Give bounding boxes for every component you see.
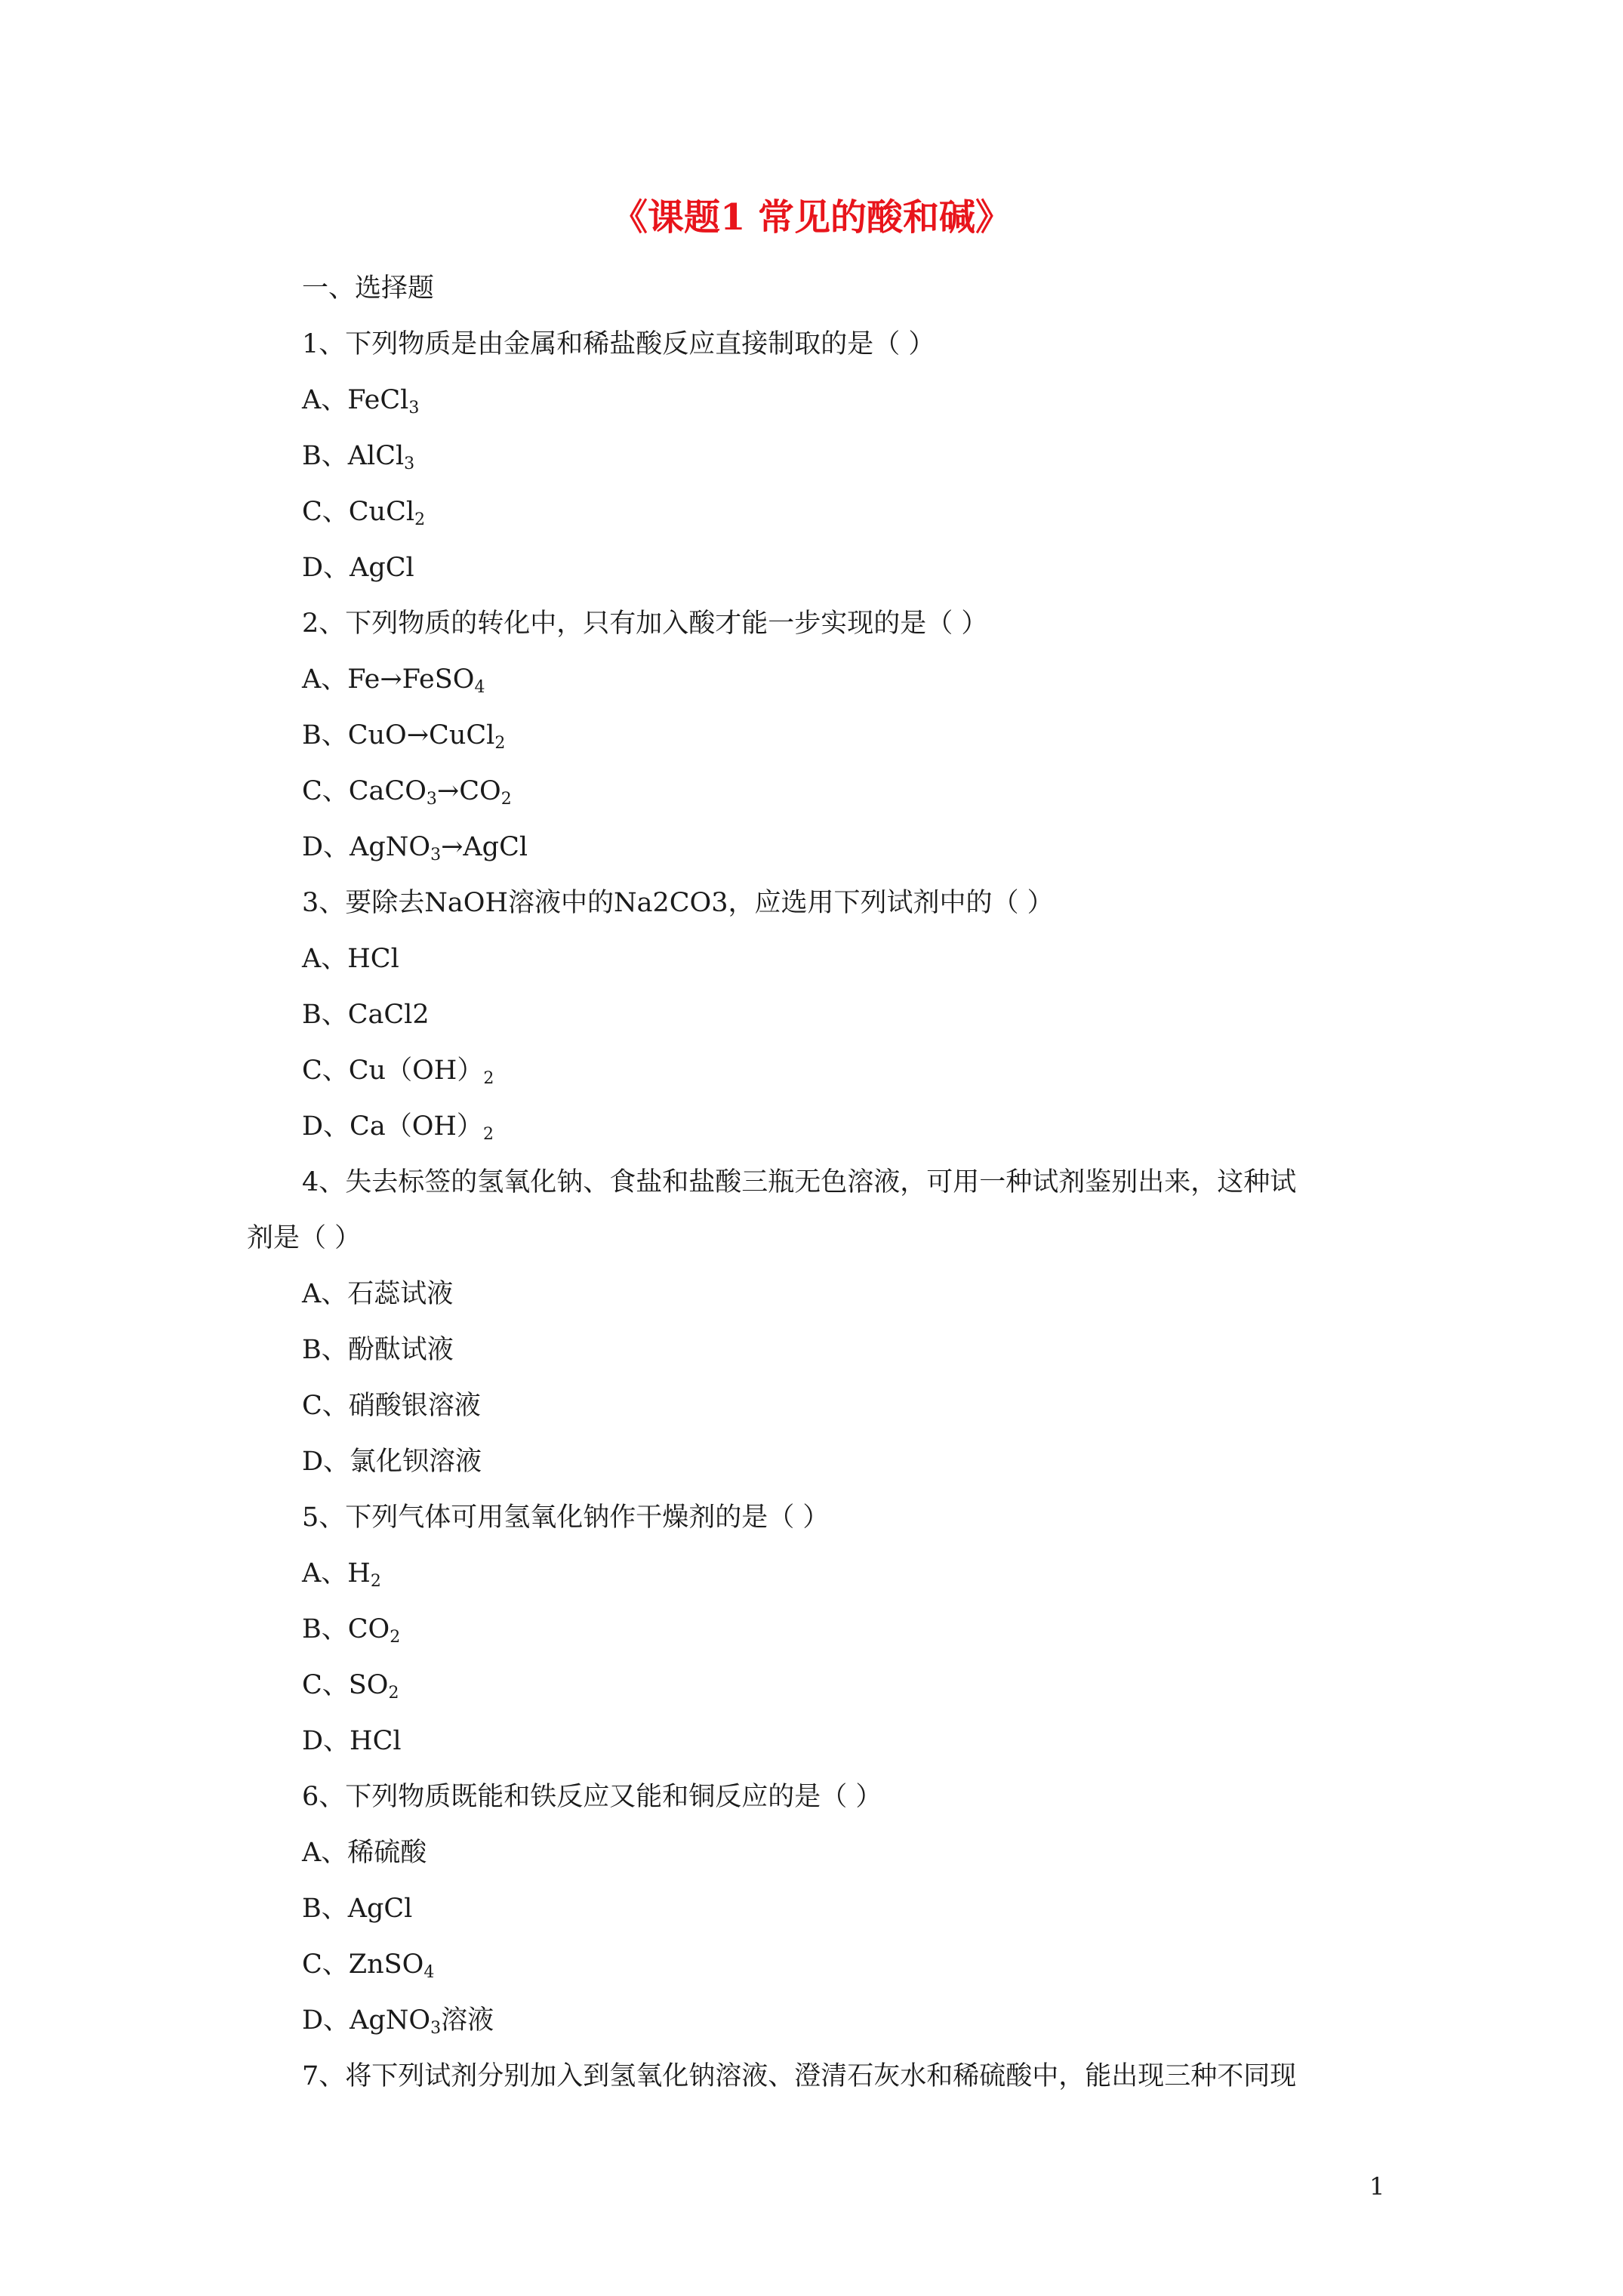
option-5d: D、HCl xyxy=(302,1726,402,1756)
question-1-stem: 1、下列物质是由金属和稀盐酸反应直接制取的是（ ） xyxy=(302,329,935,359)
option-3c: C、$Cu(OH)_2$ xyxy=(302,1056,494,1088)
option-1c: C、CuCl$_2$ xyxy=(302,497,426,529)
option-5c: C、$SO_2$ xyxy=(302,1670,399,1703)
option-4d: D、氯化钡溶液 xyxy=(302,1447,482,1477)
question-7-stem: 7、将下列试剂分别加入到氢氧化钠溶液、澄清石灰水和稀硫酸中，能出现三种不同现 xyxy=(302,2061,1297,2091)
option-4b: B、酚酞试液 xyxy=(302,1335,454,1365)
option-1a: A、FeCl$_3$ xyxy=(302,385,420,418)
question-4-stem-continued: 剂是（ ） xyxy=(247,1223,362,1253)
option-4c: C、硝酸银溶液 xyxy=(302,1391,481,1421)
option-2c: C、$CaCO_3\to CO_2$ xyxy=(302,776,512,809)
option-1d: D、AgCl xyxy=(302,553,414,583)
page-number: 1 xyxy=(1369,2172,1385,2201)
option-6b: B、AgCl xyxy=(302,1894,413,1924)
option-2b: B、CuO→CuCl$_2$ xyxy=(302,720,506,753)
option-5b: B、$CO_2$ xyxy=(302,1614,401,1647)
option-2a: A、Fe→FeSO$_4$ xyxy=(302,664,485,697)
option-6c: C、ZnSO$_4$ xyxy=(302,1949,435,1982)
section-heading: 一、选择题 xyxy=(302,273,435,304)
question-2-stem: 2、下列物质的转化中，只有加入酸才能一步实现的是（ ） xyxy=(302,609,988,639)
option-6a: A、稀硫酸 xyxy=(302,1838,427,1868)
question-5-stem: 5、下列气体可用氢氧化钠作干燥剂的是（ ） xyxy=(302,1502,830,1533)
option-4a: A、石蕊试液 xyxy=(302,1279,454,1309)
option-5a: A、$H_2$ xyxy=(302,1558,381,1591)
option-2d: D、AgNO$_3$→AgCl xyxy=(302,832,528,864)
option-3a: A、HCl xyxy=(302,944,399,974)
page-title: 《课题1 常见的酸和碱》 xyxy=(611,196,1012,239)
question-6-stem: 6、下列物质既能和铁反应又能和铜反应的是（ ） xyxy=(302,1782,882,1812)
option-6d: D、AgNO$_3$溶液 xyxy=(302,2005,494,2038)
question-3-stem: 3、要除去NaOH溶液中的Na2CO3，应选用下列试剂中的（ ） xyxy=(302,888,1054,918)
option-1b: B、AlCl$_3$ xyxy=(302,441,415,473)
question-4-stem: 4、失去标签的氢氧化钠、食盐和盐酸三瓶无色溶液，可用一种试剂鉴别出来，这种试 xyxy=(302,1167,1297,1197)
option-3d: D、$Ca(OH)_2$ xyxy=(302,1111,494,1144)
option-3b: B、CaCl2 xyxy=(302,1000,430,1030)
